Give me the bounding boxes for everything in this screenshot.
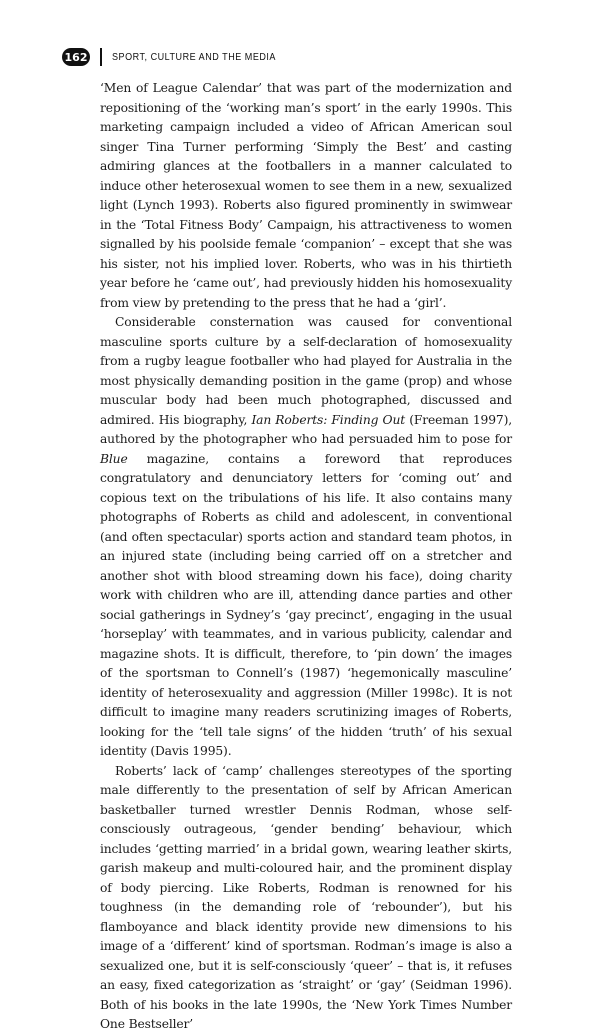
running-header [62, 47, 303, 67]
running-head-title: SPORT, CULTURE AND THE MEDIA [112, 51, 276, 63]
magazine-title: Blue [100, 451, 128, 466]
book-title: Ian Roberts: Finding Out [251, 412, 406, 427]
paragraph-2-text-a: Considerable consternation was caused for conventional masculine sports culture by a self-declaration of homosexuality from a rugby league footballer who had played for Australia in the most physically demanding position in the game (prop) and whose muscular body had been much photographed, discussed and admired. His biography, [100, 315, 512, 427]
paragraph-2-text-b: (Freeman 1997), authored by the photographer who had persuaded him to pose for [100, 412, 512, 446]
paragraph-2-text-c: magazine, contains a foreword that reproduces congratulatory and denunciatory letters for ‘coming out’ and copious text on the tribulations of his life. It also contains many photographs of Roberts as child and adolescent, in conventional (and often spectacular) sports action and standard team photos, in an injured state (including being carried off on a stretcher and another shot with blood streaming down his face), doing charity work with children who are ill, attending dance parties and other social gatherings in Sydney’s ‘gay precinct’, engaging in the usual ‘horseplay’ with teammates, and in various publicity, calendar and magazine shots. It is difficult, therefore, to ‘pin down’ the images of the sportsman to Connell’s (1987) ‘hegemonically masculine’ identity of heterosexuality and aggression (Miller 1998c). It is not difficult to imagine many readers scrutinizing images of Roberts, looking for the ‘tell tale signs’ of the hidden ‘truth’ of his sexual identity (Davis 1995). [100, 451, 512, 758]
paragraph-3: Roberts’ lack of ‘camp’ challenges stereotypes of the sporting male differently to the presentation of self by African American basketballer turned wrestler Dennis Rodman, whose self-consciously outrageous, ‘gender bending’ behaviour, which includes ‘getting married’ in a bridal gown, wearing leather skirts, garish makeup and multi-coloured hair, and the prominent display of body piercing. Like Roberts, Rodman is renowned for his toughness (in the demanding role of ‘rebounder’), but his flamboyance and black identity provide new dimensions to his image of a ‘different’ kind of sportsman. Rodman’s image is also a sexualized one, but it is self-consciously ‘queer’ – that is, it refuses an easy, fixed categorization as ‘straight’ or ‘gay’ (Seidman 1996). Both of his books in the late 1990s, the ‘New York Times Number One Bestseller’ [100, 763, 512, 1031]
header-divider [100, 48, 102, 66]
page-number: 162 [62, 48, 90, 66]
paragraph-1: ‘Men of League Calendar’ that was part of the modernization and repositioning of the ‘working man’s sport’ in the early 1990s. This marketing campaign included a video of African American soul singer Tina Turner performing ‘Simply the Best’ and casting admiring glances at the footballers in a manner calculated to induce other heterosexual women to see them in a new, sexualized light (Lynch 1993). Roberts also figured prominently in swimwear in the ‘Total Fitness Body’ Campaign, his attractiveness to women signalled by his poolside female ‘companion’ – except that she was his sister, not his implied lover. Roberts, who was in his thirtieth year before he ‘came out’, had previously hidden his homosexuality from view by pretending to the press that he had a ‘girl’. [100, 81, 512, 310]
paragraph-2 [100, 313, 512, 762]
body-text [100, 79, 512, 1035]
